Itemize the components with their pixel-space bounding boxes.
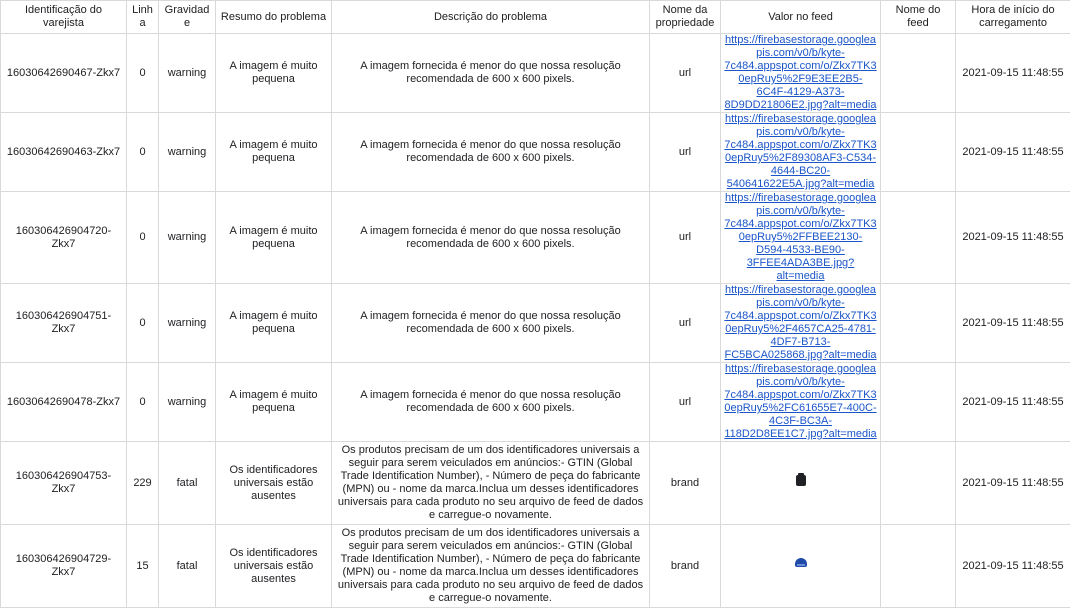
cell-summary: A imagem é muito pequena xyxy=(216,284,332,363)
table-row xyxy=(1,284,1070,363)
cell-summary: Os identificadores universais estão ausentes xyxy=(216,442,332,525)
cell-summary: Os identificadores universais estão ausentes xyxy=(216,525,332,608)
cell-value xyxy=(721,34,881,113)
table-row xyxy=(1,34,1070,113)
cell-line: 0 xyxy=(127,192,159,284)
cell-upload-time: 2021-09-15 11:48:55 xyxy=(956,192,1070,284)
value-link[interactable]: https://firebasestorage.googleapis.com/v0/b/kyte-7c484.appspot.com/o/Zkx7TK30epRuy5%2FC61655E7-400C-4C3F-BC3A-118D2D8EE1C7.jpg?alt=media xyxy=(724,363,876,440)
cell-feed-name xyxy=(881,34,956,113)
cell-description: A imagem fornecida é menor do que nossa resolução recomendada de 600 x 600 pixels. xyxy=(332,363,650,442)
cell-retailer-id: 16030642690478-Zkx7 xyxy=(1,363,127,442)
cell-retailer-id: 16030642690463-Zkx7 xyxy=(1,113,127,192)
cell-description: A imagem fornecida é menor do que nossa resolução recomendada de 600 x 600 pixels. xyxy=(332,284,650,363)
cell-property: url xyxy=(650,34,721,113)
cell-upload-time: 2021-09-15 11:48:55 xyxy=(956,113,1070,192)
cell-value xyxy=(721,442,881,525)
cell-value xyxy=(721,525,881,608)
cell-upload-time: 2021-09-15 11:48:55 xyxy=(956,363,1070,442)
cell-feed-name xyxy=(881,363,956,442)
jar-icon xyxy=(795,475,807,487)
cell-property: url xyxy=(650,113,721,192)
cell-severity: fatal xyxy=(159,525,216,608)
col-header-feed-name: Nome do feed xyxy=(881,1,956,34)
cell-feed-name xyxy=(881,284,956,363)
table-row xyxy=(1,363,1070,442)
cell-value xyxy=(721,284,881,363)
cell-description: A imagem fornecida é menor do que nossa resolução recomendada de 600 x 600 pixels. xyxy=(332,192,650,284)
cell-summary: A imagem é muito pequena xyxy=(216,363,332,442)
cell-upload-time: 2021-09-15 11:48:55 xyxy=(956,34,1070,113)
cell-property: brand xyxy=(650,525,721,608)
col-header-summary: Resumo do problema xyxy=(216,1,332,34)
cell-severity: warning xyxy=(159,34,216,113)
cell-severity: warning xyxy=(159,363,216,442)
table-row xyxy=(1,192,1070,284)
col-header-value: Valor no feed xyxy=(721,1,881,34)
cell-retailer-id: 160306426904720-Zkx7 xyxy=(1,192,127,284)
cell-property: brand xyxy=(650,442,721,525)
col-header-description: Descrição do problema xyxy=(332,1,650,34)
table-row xyxy=(1,113,1070,192)
cell-description: Os produtos precisam de um dos identificadores universais a seguir para serem veiculados em anúncios:- GTIN (Global Trade Identification Number), - Número de peça do fabricante (MPN) ou - nome da marca.Inclua um desses identificadores universais para cada produto no seu arquivo de feed de dados e carregue-o novamente. xyxy=(332,442,650,525)
col-header-severity: Gravidade xyxy=(159,1,216,34)
cell-retailer-id: 160306426904753-Zkx7 xyxy=(1,442,127,525)
cell-feed-name xyxy=(881,192,956,284)
cell-property: url xyxy=(650,284,721,363)
cell-severity: warning xyxy=(159,113,216,192)
cell-description: A imagem fornecida é menor do que nossa resolução recomendada de 600 x 600 pixels. xyxy=(332,34,650,113)
cell-summary: A imagem é muito pequena xyxy=(216,192,332,284)
value-link[interactable]: https://firebasestorage.googleapis.com/v0/b/kyte-7c484.appspot.com/o/Zkx7TK30epRuy5%2F89308AF3-C534-4644-BC20-540641622E5A.jpg?alt=media xyxy=(724,113,876,190)
table-row xyxy=(1,442,1070,525)
cell-upload-time: 2021-09-15 11:48:55 xyxy=(956,284,1070,363)
cell-summary: A imagem é muito pequena xyxy=(216,113,332,192)
col-header-upload-time: Hora de início do carregamento xyxy=(956,1,1070,34)
table-row xyxy=(1,525,1070,608)
cell-upload-time: 2021-09-15 11:48:55 xyxy=(956,525,1070,608)
cell-severity: warning xyxy=(159,192,216,284)
value-link[interactable]: https://firebasestorage.googleapis.com/v0/b/kyte-7c484.appspot.com/o/Zkx7TK30epRuy5%2F9E3EE2B5-6C4F-4129-A373-8D9DD21806E2.jpg?alt=media xyxy=(724,34,876,111)
cell-line: 229 xyxy=(127,442,159,525)
cell-line: 0 xyxy=(127,113,159,192)
cap-icon xyxy=(795,558,807,570)
cell-retailer-id: 160306426904751-Zkx7 xyxy=(1,284,127,363)
cell-severity: fatal xyxy=(159,442,216,525)
cell-description: Os produtos precisam de um dos identificadores universais a seguir para serem veiculados em anúncios:- GTIN (Global Trade Identification Number), - Número de peça do fabricante (MPN) ou - nome da marca.Inclua um desses identificadores universais para cada produto no seu arquivo de feed de dados e carregue-o novamente. xyxy=(332,525,650,608)
cell-feed-name xyxy=(881,113,956,192)
cell-description: A imagem fornecida é menor do que nossa resolução recomendada de 600 x 600 pixels. xyxy=(332,113,650,192)
cell-line: 0 xyxy=(127,363,159,442)
cell-value xyxy=(721,363,881,442)
cell-feed-name xyxy=(881,525,956,608)
cell-upload-time: 2021-09-15 11:48:55 xyxy=(956,442,1070,525)
cell-value xyxy=(721,192,881,284)
cell-feed-name xyxy=(881,442,956,525)
cell-retailer-id: 16030642690467-Zkx7 xyxy=(1,34,127,113)
cell-value xyxy=(721,113,881,192)
value-link[interactable]: https://firebasestorage.googleapis.com/v0/b/kyte-7c484.appspot.com/o/Zkx7TK30epRuy5%2FFBEE2130-D594-4533-BE90-3FFEE4ADA3BE.jpg?alt=media xyxy=(724,192,876,282)
cell-property: url xyxy=(650,363,721,442)
cell-retailer-id: 160306426904729-Zkx7 xyxy=(1,525,127,608)
header-row xyxy=(1,1,1070,34)
cell-line: 0 xyxy=(127,284,159,363)
cell-line: 0 xyxy=(127,34,159,113)
col-header-property: Nome da propriedade xyxy=(650,1,721,34)
value-link[interactable]: https://firebasestorage.googleapis.com/v0/b/kyte-7c484.appspot.com/o/Zkx7TK30epRuy5%2F4657CA25-4781-4DF7-B713-FC5BCA025868.jpg?alt=media xyxy=(724,284,876,361)
cell-summary: A imagem é muito pequena xyxy=(216,34,332,113)
col-header-retailer-id: Identificação do varejista xyxy=(1,1,127,34)
col-header-line: Linha xyxy=(127,1,159,34)
cell-property: url xyxy=(650,192,721,284)
cell-severity: warning xyxy=(159,284,216,363)
cell-line: 15 xyxy=(127,525,159,608)
